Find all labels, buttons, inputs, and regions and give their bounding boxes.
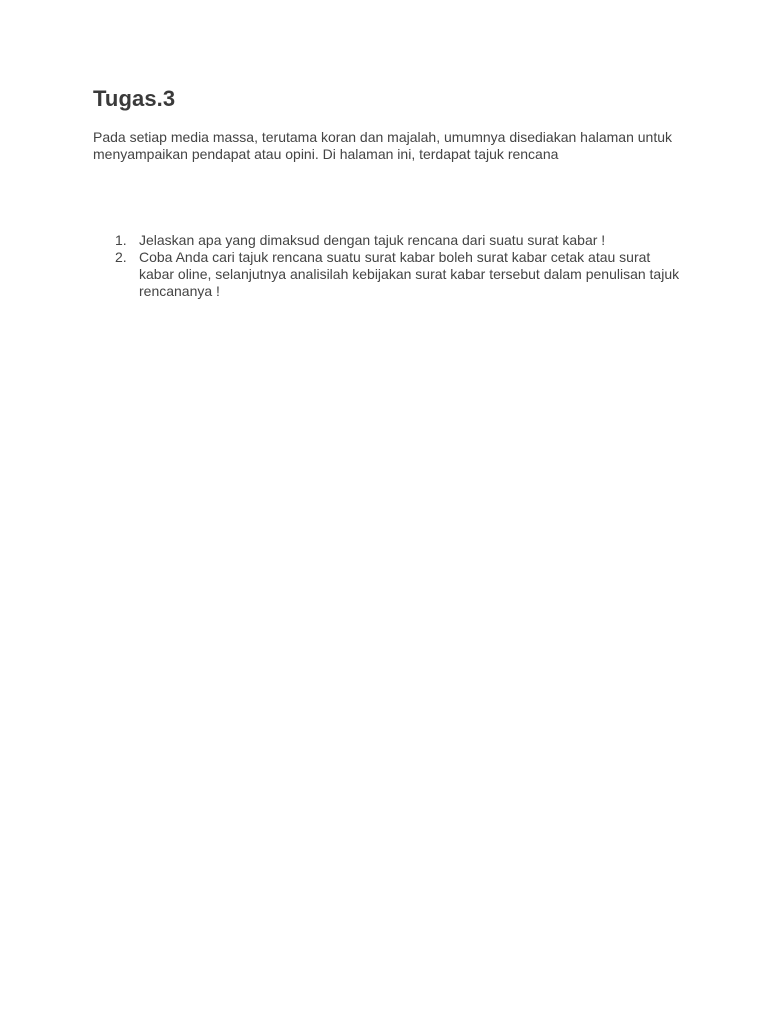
- list-item-text: Coba Anda cari tajuk rencana suatu surat kabar boleh surat kabar cetak atau surat kabar oline, selanjutnya analisilah kebijakan surat kabar tersebut dalam penulisan tajuk rencananya !: [139, 249, 680, 299]
- task-list: [115, 232, 684, 300]
- intro-paragraph: Pada setiap media massa, terutama koran dan majalah, umumnya disediakan halaman untuk menyampaikan pendapat atau opini. Di halaman ini, terdapat tajuk rencana: [93, 129, 672, 162]
- page-title: Tugas.3: [93, 86, 176, 111]
- list-item-number: 1.: [115, 232, 127, 248]
- list-item: [115, 249, 684, 300]
- list-item: [115, 232, 684, 249]
- list-item-number: 2.: [115, 249, 127, 265]
- list-item-text: Jelaskan apa yang dimaksud dengan tajuk rencana dari suatu surat kabar !: [139, 232, 606, 248]
